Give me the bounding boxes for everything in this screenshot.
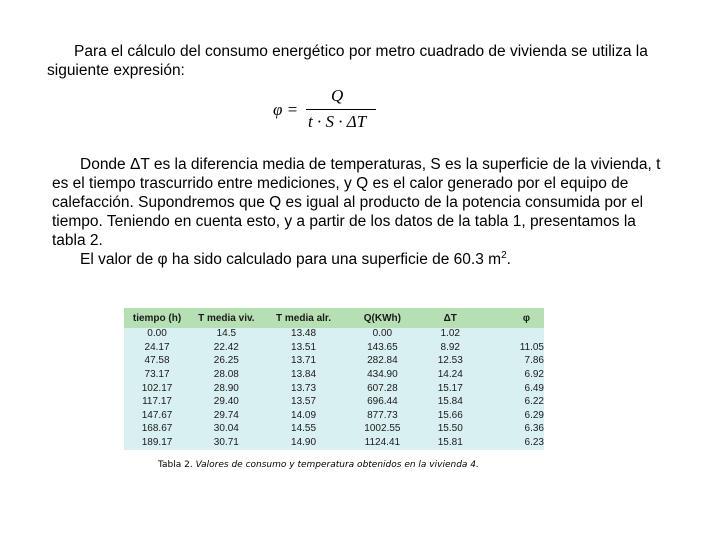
data-table xyxy=(124,310,544,449)
table-cell: 11.05 xyxy=(519,341,544,353)
table-cell: 282.84 xyxy=(367,355,398,367)
header-phi: φ xyxy=(522,313,530,324)
table-cell: 143.65 xyxy=(367,341,398,353)
phi-note-end: . xyxy=(506,251,511,268)
table-cell: 13.48 xyxy=(291,328,317,340)
table-row xyxy=(124,354,544,368)
table-row xyxy=(124,341,544,355)
table-cell: 147.67 xyxy=(141,409,173,421)
caption-text: Valores de consumo y temperatura obtenidos en la vivienda 4. xyxy=(195,460,479,470)
formula-denominator: t · S · ΔT xyxy=(308,112,367,131)
table-row xyxy=(124,395,544,409)
formula xyxy=(270,86,380,138)
table-cell: 22.42 xyxy=(213,341,239,353)
table-cell: 13.73 xyxy=(291,382,317,394)
table-cell: 15.17 xyxy=(437,382,463,394)
data-table-panel xyxy=(124,308,544,450)
table-cell: 1002.55 xyxy=(364,423,401,435)
table-cell: 29.40 xyxy=(213,396,239,408)
table-cell: 6.92 xyxy=(524,369,544,381)
table-cell: 434.90 xyxy=(367,369,398,381)
table-row xyxy=(124,422,544,436)
table-cell: 6.29 xyxy=(524,409,544,421)
phi-note-text: El valor de φ ha sido calculado para una superficie de 60.3 m xyxy=(80,251,502,268)
formula-lhs: φ = xyxy=(273,100,299,119)
phi-note-superscript: 2 xyxy=(501,249,507,261)
table-cell: 102.17 xyxy=(141,382,173,394)
table-cell: 1124.41 xyxy=(364,437,401,449)
table-row xyxy=(124,409,544,423)
table-cell: 13.51 xyxy=(291,341,317,353)
table-cell: 117.17 xyxy=(142,396,172,408)
explanation-text: Donde ΔT es la diferencia media de temperaturas, S es la superficie de la vivienda, t es el tiempo trascurrido entre mediciones, y Q es el calor generado por el equipo de calefacción. Supondremos que Q es igual al producto de la potencia consumida por el tiempo. Teniendo en cuenta esto, y a partir de los datos de la tabla 1, presentamos la tabla 2. xyxy=(52,156,661,249)
header-t-media-viv: T media viv. xyxy=(198,313,255,324)
table-cell xyxy=(480,327,544,341)
table-cell: 14.24 xyxy=(437,369,463,381)
table-cell: 30.71 xyxy=(213,437,239,449)
table-cell: 30.04 xyxy=(213,423,239,435)
table-cell: 14.55 xyxy=(291,423,317,435)
header-delta-t: ΔT xyxy=(443,313,457,324)
table-cell: 15.84 xyxy=(437,396,463,408)
table-cell: 1.02 xyxy=(440,328,460,340)
table-cell: 6.49 xyxy=(524,382,544,394)
table-cell: 73.17 xyxy=(144,369,170,381)
table-cell: 877.73 xyxy=(367,409,398,421)
table-cell: 14.90 xyxy=(291,437,317,449)
table-cell: 12.53 xyxy=(437,355,463,367)
table-cell: 14.5 xyxy=(216,328,237,340)
table-cell: 15.66 xyxy=(437,409,463,421)
explanation-paragraph xyxy=(52,155,662,269)
table-row xyxy=(124,436,544,450)
fraction-bar xyxy=(306,109,376,110)
table-cell: 28.08 xyxy=(213,369,239,381)
table-cell: 0.00 xyxy=(372,328,393,340)
table-cell: 168.67 xyxy=(141,423,173,435)
table-cell: 13.84 xyxy=(291,369,317,381)
table-cell: 6.22 xyxy=(524,396,544,408)
intro-paragraph xyxy=(47,42,667,80)
table-cell: 13.71 xyxy=(291,355,317,367)
header-t-media-alr: T media alr. xyxy=(276,313,332,324)
table-cell: 28.90 xyxy=(213,382,239,394)
table-cell: 24.17 xyxy=(144,341,170,353)
table-caption xyxy=(158,460,479,470)
formula-numerator: Q xyxy=(331,86,344,105)
header-tiempo: tiempo (h) xyxy=(132,313,182,324)
header-q: Q(KWh) xyxy=(363,313,401,324)
table-cell: 26.25 xyxy=(213,355,239,367)
table-cell: 15.50 xyxy=(437,423,463,435)
table-cell: 6.23 xyxy=(524,437,544,449)
table-cell: 15.81 xyxy=(437,437,463,449)
table-cell: 14.09 xyxy=(291,409,317,421)
table-cell: 13.57 xyxy=(291,396,317,408)
table-cell: 0.00 xyxy=(147,328,167,340)
table-cell: 8.92 xyxy=(440,341,460,353)
table-row xyxy=(124,327,544,341)
table-cell: 696.44 xyxy=(367,396,398,408)
table-cell: 29.74 xyxy=(213,409,239,421)
intro-text: Para el cálculo del consumo energético por metro cuadrado de vivienda se utiliza la siguiente expresión: xyxy=(47,43,648,79)
table-cell: 47.58 xyxy=(144,355,170,367)
caption-label: Tabla 2. xyxy=(158,460,193,470)
table-row xyxy=(124,368,544,382)
table-cell: 189.17 xyxy=(141,437,173,449)
table-header-row xyxy=(124,310,544,327)
table-cell: 607.28 xyxy=(367,382,398,394)
table-row xyxy=(124,381,544,395)
table-cell: 7.86 xyxy=(524,355,544,367)
table-cell: 6.36 xyxy=(524,423,544,435)
